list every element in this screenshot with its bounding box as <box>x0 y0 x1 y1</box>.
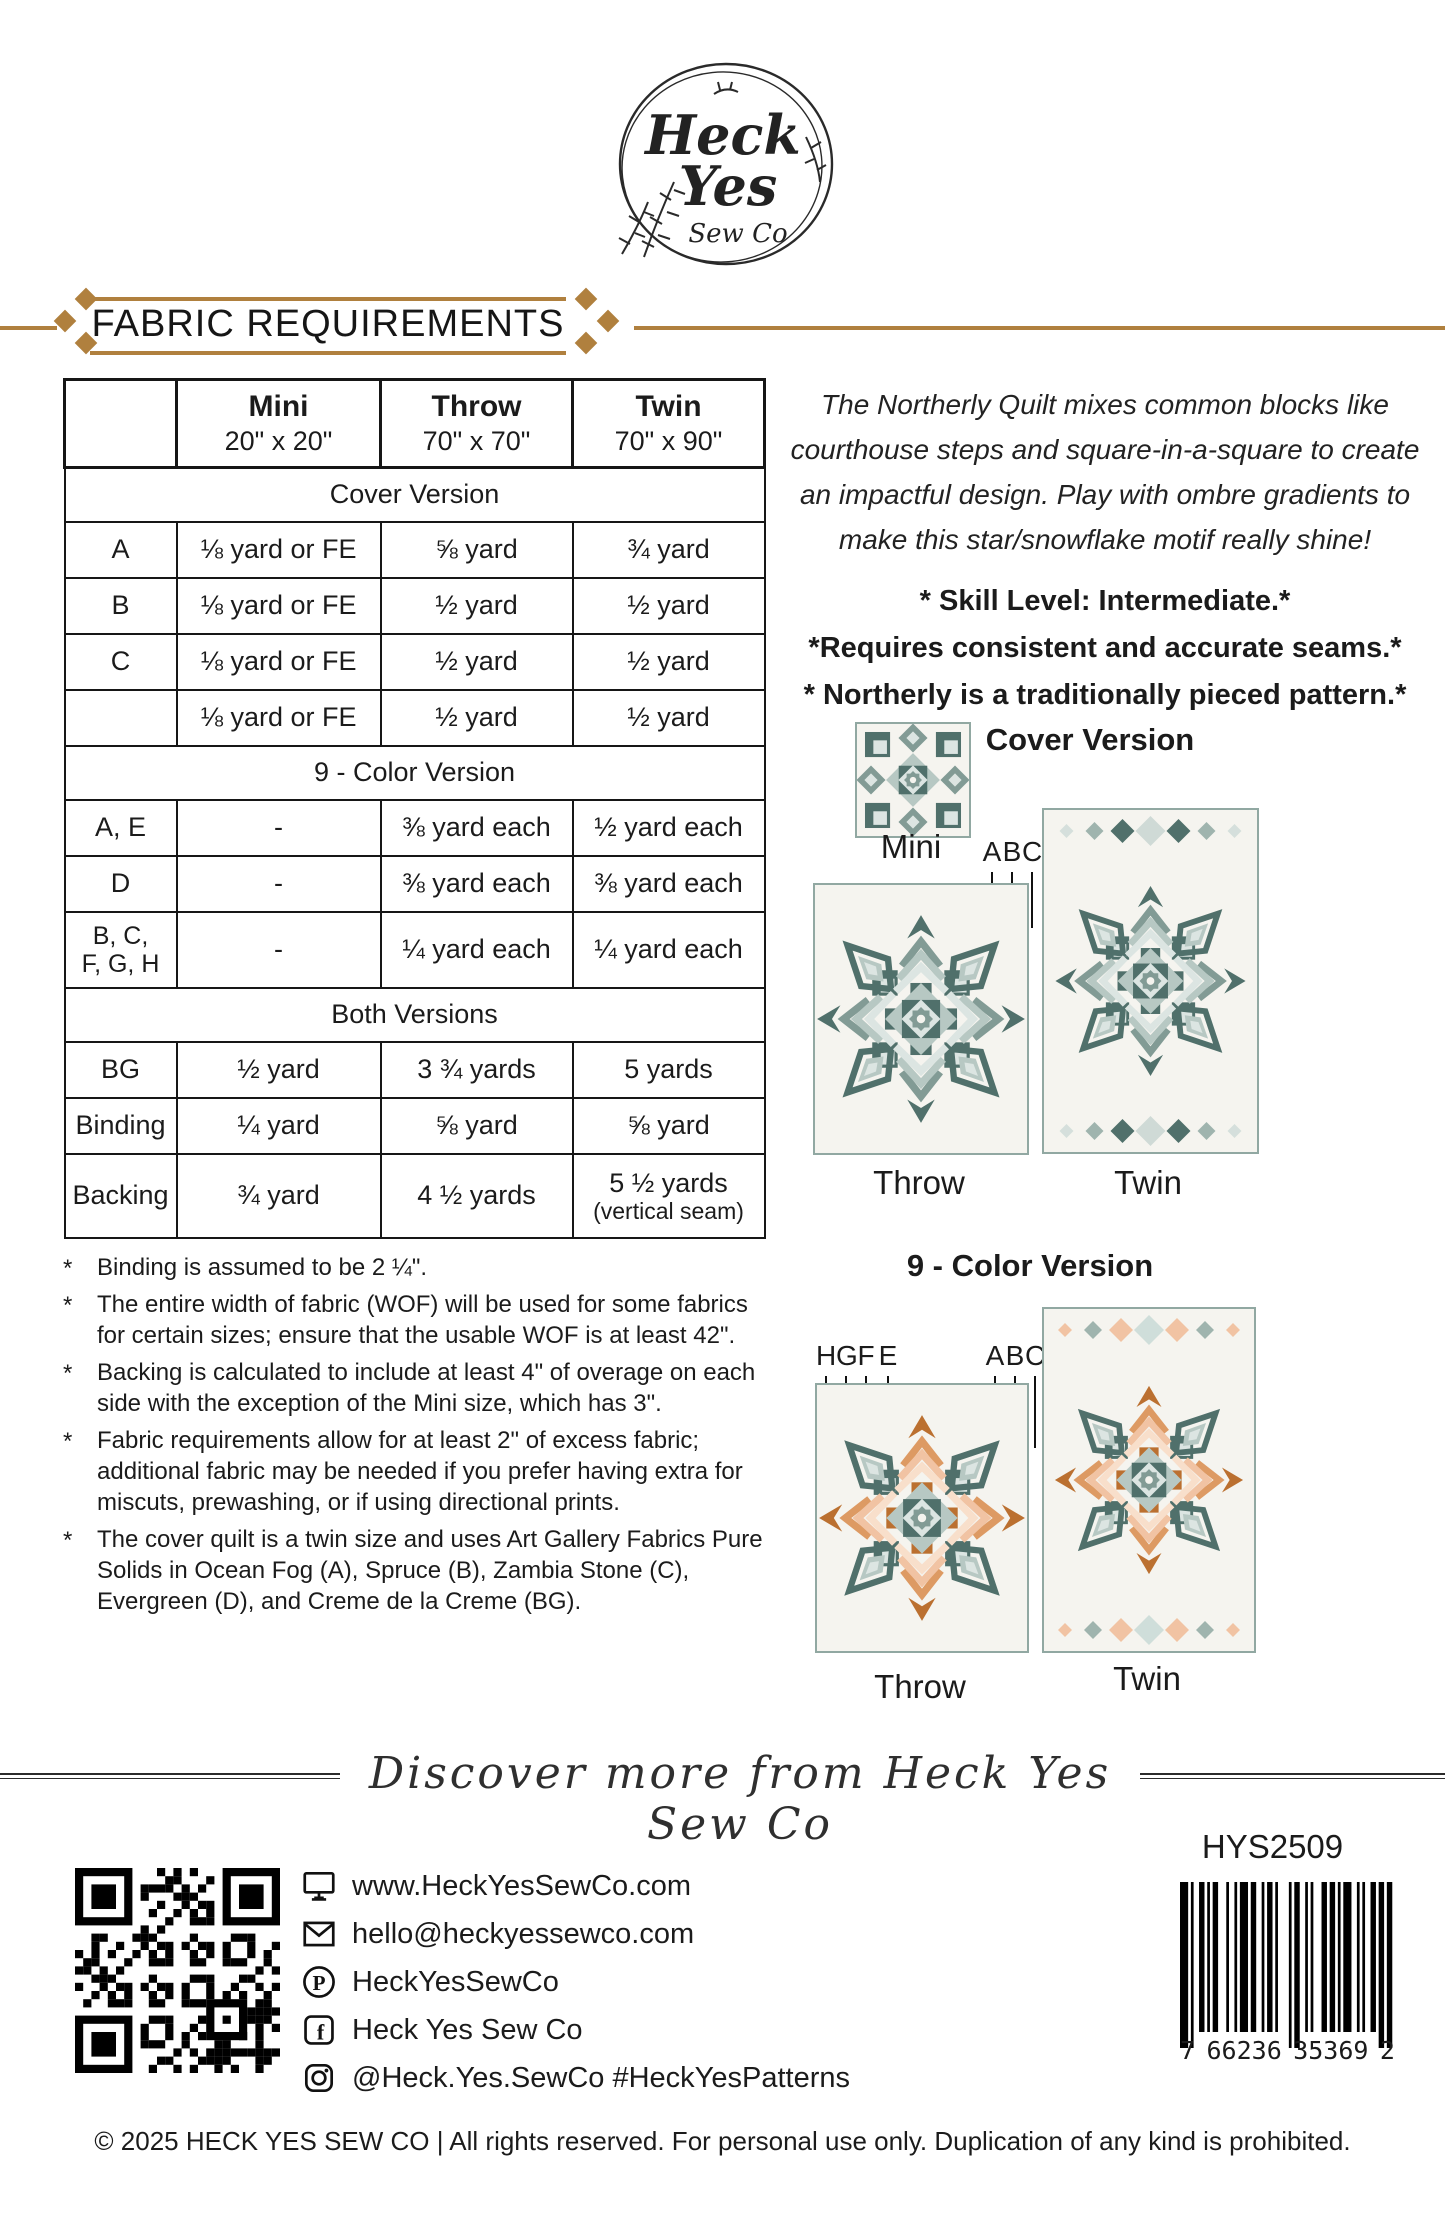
skill-note-line: *Requires consistent and accurate seams.* <box>808 632 1402 664</box>
table-cell: ¼ yard each <box>381 912 573 988</box>
barcode <box>1180 1882 1395 2055</box>
table-cell: 5 yards <box>573 1042 765 1098</box>
diamond-icon <box>54 310 77 333</box>
contact-text: @Heck.Yes.SewCo #HeckYesPatterns <box>352 2061 850 2094</box>
logo-word-2: Yes <box>678 154 778 218</box>
footer-rule-left <box>0 1773 340 1779</box>
table-cell: ⅜ yard each <box>381 800 573 856</box>
footnote-item <box>63 1524 768 1617</box>
table-cell: ½ yard <box>573 578 765 634</box>
email-icon <box>300 1915 338 1953</box>
footnote-bullet: * <box>63 1428 73 1455</box>
barcode-digit-group: 35369 <box>1293 2036 1369 2065</box>
fabric-label-backing: Backing <box>65 1154 177 1238</box>
table-row <box>65 634 765 690</box>
label-line: F, G, H <box>81 949 160 978</box>
contact-row-instagram <box>300 2054 1000 2102</box>
nine-color-throw-label: Throw <box>874 1668 966 1705</box>
table-cell: ½ yard <box>381 578 573 634</box>
nine-color-twin-quilt-image <box>1042 1307 1256 1653</box>
table-cell: ⅝ yard <box>573 1098 765 1154</box>
nine-color-version-title: 9 - Color Version <box>906 1248 1154 1283</box>
table-row <box>65 690 765 746</box>
fabric-requirements-table <box>63 378 766 1239</box>
table-cell: - <box>177 912 381 988</box>
table-cell: ⅜ yard each <box>573 856 765 912</box>
skill-note-line: * Skill Level: Intermediate.* <box>919 585 1291 617</box>
footer-rule-right <box>1140 1773 1445 1779</box>
footnote-bullet: * <box>63 1292 73 1319</box>
column-label: Throw <box>431 390 522 423</box>
footnote-item <box>63 1357 768 1419</box>
table-row <box>65 800 765 856</box>
nine-color-twin-label: Twin <box>1113 1660 1181 1697</box>
table-cell: ⅛ yard or FE <box>177 522 381 578</box>
table-row <box>65 1154 765 1238</box>
fabric-callout-letter-b2: B <box>1005 1340 1025 1371</box>
column-size: 20" x 20" <box>224 426 333 456</box>
instagram-icon <box>300 2059 338 2097</box>
cover-throw-quilt-image <box>813 883 1029 1155</box>
table-cell: - <box>177 800 381 856</box>
column-header-throw <box>381 380 573 468</box>
column-header-twin <box>573 380 765 468</box>
table-cell: ¾ yard <box>177 1154 381 1238</box>
table-corner-cell <box>65 380 177 468</box>
barcode-digits <box>1180 2036 1395 2065</box>
footnote-bullet: * <box>63 1527 73 1554</box>
fabric-callout-letter-c: C <box>1022 836 1043 867</box>
fabric-callout-letter-d2: D <box>1045 1340 1066 1371</box>
nine-color-throw-quilt-image <box>815 1383 1029 1653</box>
fabric-label-d2: D <box>65 856 177 912</box>
table-row <box>65 578 765 634</box>
fabric-callout-letter-f: F <box>857 1340 875 1371</box>
table-cell: ⅛ yard or FE <box>177 690 381 746</box>
pinterest-icon <box>300 1963 338 2001</box>
table-header-row <box>65 380 765 468</box>
table-cell: ⅝ yard <box>381 522 573 578</box>
contact-text: Heck Yes Sew Co <box>352 2013 583 2046</box>
title-rule-bottom <box>90 351 566 355</box>
barcode-digit-group: 7 <box>1180 2036 1196 2065</box>
section-header-both-versions: Both Versions <box>65 988 765 1042</box>
table-cell: ½ yard <box>177 1042 381 1098</box>
column-size: 70" x 90" <box>614 426 723 456</box>
copyright-line: © 2025 HECK YES SEW CO | All rights reserved. For personal use only. Duplication of any kind is prohibited. <box>94 2126 1351 2156</box>
footnote-item <box>63 1289 768 1351</box>
fabric-callout-letter-d: D <box>1042 836 1063 867</box>
facebook-icon <box>300 2011 338 2049</box>
footer-tagline: Discover more from Heck Yes Sew Co <box>368 1748 1112 1850</box>
diamond-icon <box>575 332 598 355</box>
barcode-digit-group: 66236 <box>1206 2036 1282 2065</box>
footnote-text: Fabric requirements allow for at least 2" of excess fabric; additional fabric may be needed if you prefer having extra for miscuts, prewashing, or if using directional prints. <box>97 1427 743 1516</box>
fabric-callout-letter-g: G <box>836 1340 858 1371</box>
qr-code <box>75 1868 280 2073</box>
contact-row-facebook <box>300 2006 1000 2054</box>
footnote-bullet: * <box>63 1255 73 1282</box>
footnote-text: The cover quilt is a twin size and uses Art Gallery Fabrics Pure Solids in Ocean Fog (A), Spruce (B), Zambia Stone (C), Evergreen (D), and Creme de la Creme (BG). <box>97 1526 763 1615</box>
table-cell: ½ yard <box>573 634 765 690</box>
skill-notes <box>770 578 1440 719</box>
title-rule-top <box>90 297 566 301</box>
cover-twin-quilt-image <box>1042 808 1259 1154</box>
table-cell: ½ yard <box>381 690 573 746</box>
table-cell <box>573 1154 765 1238</box>
pattern-description: The Northerly Quilt mixes common blocks like courthouse steps and square-in-a-square to create an impactful design. Play with ombre gradients to make this star/snowflake motif really shine! <box>790 389 1420 555</box>
fabric-label-d: D <box>65 690 177 746</box>
svg-text:P: P <box>312 1970 326 1995</box>
cover-version-title: Cover Version <box>985 722 1195 757</box>
fabric-label-c: C <box>65 634 177 690</box>
cover-twin-label: Twin <box>1114 1164 1182 1201</box>
header-rule-left <box>0 326 57 330</box>
table-row <box>65 856 765 912</box>
fabric-callout-letter-b: B <box>1002 836 1022 867</box>
logo-word-3: Sew Co <box>688 219 788 249</box>
footnote-text: Backing is calculated to include at least 4" of overage on each side with the exception of the Mini size, which has 3". <box>97 1359 756 1417</box>
brand-logo <box>578 42 868 292</box>
fabric-callout-letter-a2: A <box>985 1340 1005 1371</box>
logo-word-1: Heck <box>645 103 801 167</box>
table-cell: ¾ yard <box>573 522 765 578</box>
fabric-label-a: A <box>65 522 177 578</box>
table-row <box>65 912 765 988</box>
fabric-callout-letter-e: E <box>878 1340 898 1371</box>
fabric-label-bg: BG <box>65 1042 177 1098</box>
cell-value: 5 ½ yards <box>609 1167 728 1198</box>
fabric-label-b: B <box>65 578 177 634</box>
diamond-icon <box>597 310 620 333</box>
footnote-bullet: * <box>63 1360 73 1387</box>
cover-mini-quilt-image <box>855 722 971 838</box>
contact-text: HeckYesSewCo <box>352 1965 559 1998</box>
svg-text:f: f <box>316 2019 325 2045</box>
table-cell: ½ yard <box>381 634 573 690</box>
section-header-cover-version: Cover Version <box>65 468 765 522</box>
contact-row-website <box>300 1862 1000 1910</box>
fabric-callout-letter-c2: C <box>1025 1340 1046 1371</box>
column-label: Mini <box>248 390 309 423</box>
cover-throw-label: Throw <box>873 1164 965 1201</box>
website-icon <box>300 1867 338 1905</box>
contact-text: hello@heckyessewco.com <box>352 1917 695 1950</box>
contact-row-email <box>300 1910 1000 1958</box>
column-label: Twin <box>635 390 702 423</box>
table-row <box>65 1042 765 1098</box>
mini-quilt-label: Mini <box>880 828 942 865</box>
column-header-mini <box>177 380 381 468</box>
section-header-9-color-version: 9 - Color Version <box>65 746 765 800</box>
footnote-text: Binding is assumed to be 2 ¼". <box>97 1254 428 1281</box>
fabric-label-ae: A, E <box>65 800 177 856</box>
callout-leader-line <box>1031 872 1033 928</box>
table-cell: ½ yard <box>573 690 765 746</box>
fabric-label-binding: Binding <box>65 1098 177 1154</box>
table-cell: 4 ½ yards <box>381 1154 573 1238</box>
fabric-callout-letter-h: H <box>816 1340 837 1371</box>
contact-row-pinterest <box>300 1958 1000 2006</box>
table-row <box>65 522 765 578</box>
table-cell: ¼ yard <box>177 1098 381 1154</box>
fabric-label-bcfgh <box>65 912 177 988</box>
footnote-item <box>63 1425 768 1518</box>
column-size: 70" x 70" <box>422 426 531 456</box>
table-cell: - <box>177 856 381 912</box>
table-cell: ⅛ yard or FE <box>177 578 381 634</box>
table-row <box>65 1098 765 1154</box>
cell-note: (vertical seam) <box>593 1197 744 1224</box>
fabric-callout-letter-a: A <box>982 836 1002 867</box>
table-cell: 3 ¾ yards <box>381 1042 573 1098</box>
header-rule-right <box>634 326 1445 330</box>
pattern-sku: HYS2509 <box>1201 1828 1344 1865</box>
footnote-item <box>63 1252 768 1283</box>
table-cell: ⅝ yard <box>381 1098 573 1154</box>
footnote-text: The entire width of fabric (WOF) will be used for some fabrics for certain sizes; ensure that the usable WOF is at least 42". <box>97 1291 748 1349</box>
page-title: FABRIC REQUIREMENTS <box>91 303 565 345</box>
footnotes-list <box>63 1252 768 1623</box>
table-cell: ½ yard each <box>573 800 765 856</box>
callout-leader-line <box>1034 1376 1036 1448</box>
label-line: B, C, <box>92 921 149 950</box>
contact-text: www.HeckYesSewCo.com <box>352 1869 691 1902</box>
table-cell: ⅛ yard or FE <box>177 634 381 690</box>
skill-note-line: * Northerly is a traditionally pieced pattern.* <box>803 679 1407 711</box>
barcode-digit-group: 2 <box>1379 2036 1395 2065</box>
table-cell: ¼ yard each <box>573 912 765 988</box>
table-cell: ⅜ yard each <box>381 856 573 912</box>
